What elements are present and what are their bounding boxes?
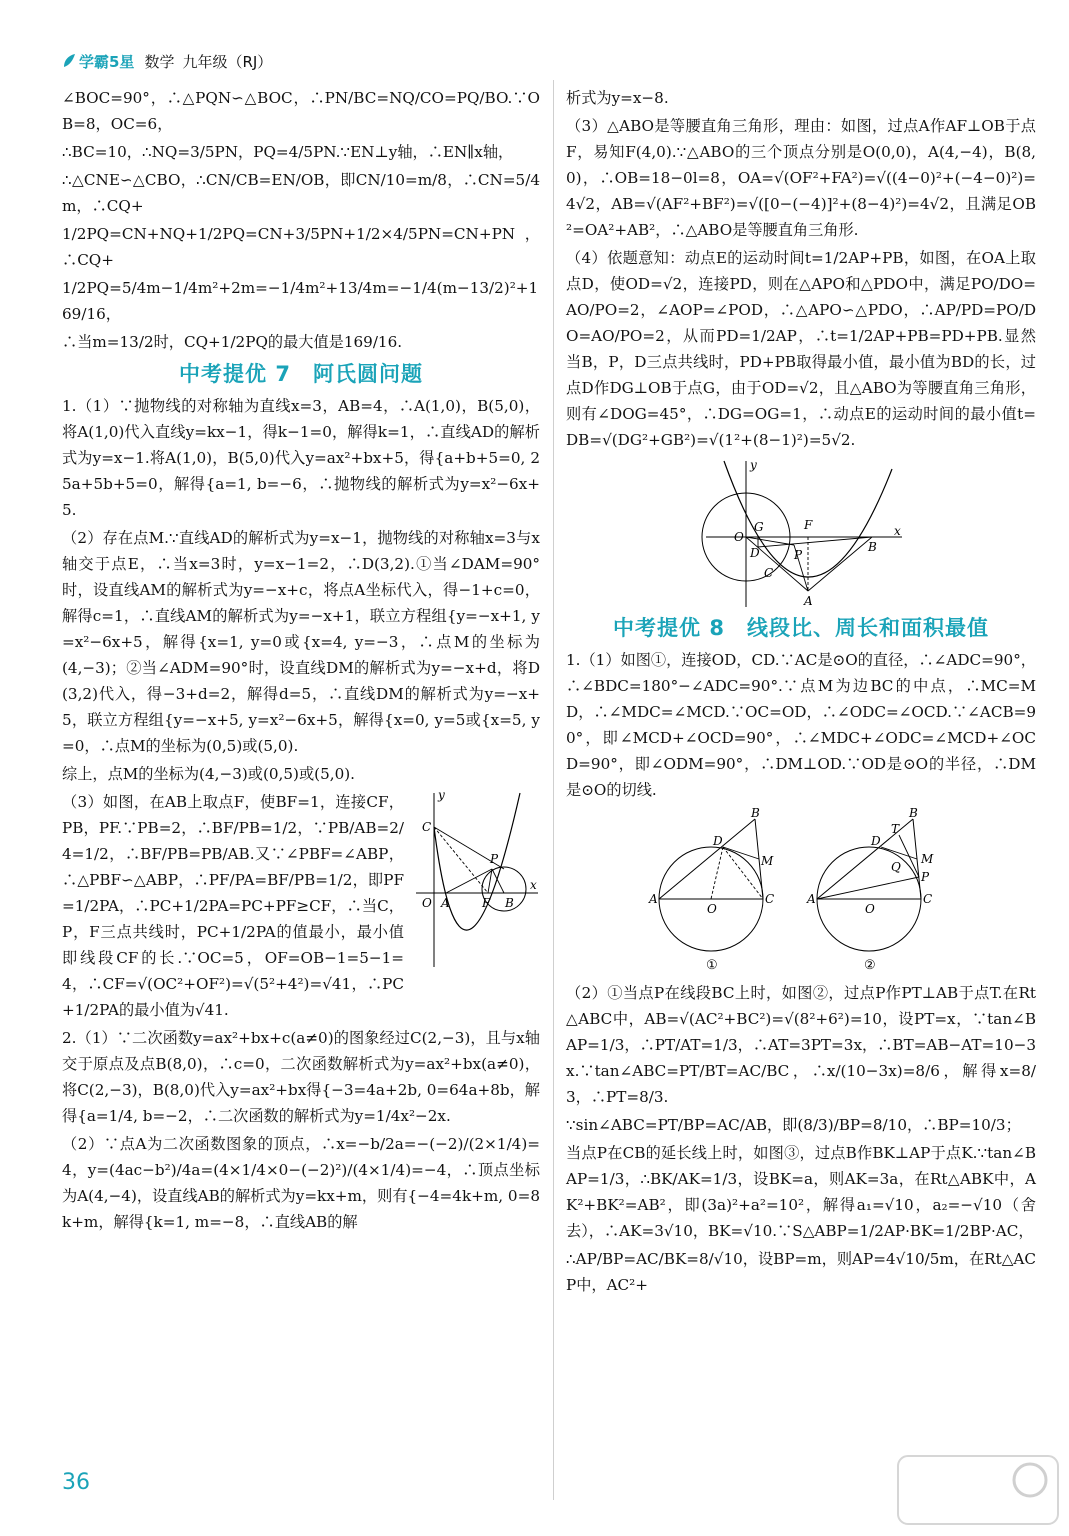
- text-line: ∴△CNE∽△CBO，∴CN/CB=EN/OB，即CN/10=m/8，∴CN=5/4m，∴CQ+: [62, 171, 540, 215]
- watermark-logo: [890, 1450, 1065, 1530]
- section-title-7: 中考提优 7 阿氏圆问题: [179, 362, 423, 386]
- solution-paragraph: 1.（1）∵抛物线的对称轴为直线x=3，AB=4，∴A(1,0)，B(5,0)，将A(1,0)代入直线y=kx−1，得k−1=0，解得k=1，∴直线AD的解析式为y=x−1.将A(1,0)，B(5,0)代入y=ax²+bx+5，得{a+b+5=0, 25a+5b+5=0，解得{a=1, b=−6，∴抛物线的解析式为y=x²−6x+5.: [62, 397, 540, 519]
- parabola-circle-figure: [412, 789, 540, 977]
- point-label-a: A: [804, 594, 813, 608]
- point-label-d: D: [713, 834, 723, 848]
- axis-label-y: y: [438, 788, 445, 802]
- figure-caption-2: ②: [864, 958, 876, 973]
- point-label-o: O: [865, 902, 875, 916]
- point-label-m: M: [921, 852, 934, 866]
- subject-label: 数学: [144, 52, 175, 71]
- brand-logo: [62, 51, 134, 72]
- solution-paragraph: （2）存在点M.∵直线AD的解析式为y=x−1，抛物线的对称轴x=3与x轴交于点E，∴当x=3时，y=x−1=2，∴D(3,2).①当∠DAM=90°时，设直线AM的解析式为y=−x+c，将点A坐标代入，得−1+c=0，解得c=1，∴直线AM的解析式为y=−x+1，联立方程组{y=−x+1, y=x²−6x+5，解得{x=1, y=0或{x=4, y=−3，∴点M的坐标为(4,−3)；②当∠ADM=90°时，设直线DM的解析式为y=−x+d，将D(3,2)代入，得−3+d=2，解得d=5，∴直线DM的解析式为y=−x+5，联立方程组{y=−x+5, y=x²−6x+5，解得{x=0, y=5或{x=5, y=0，∴点M的坐标为(0,5)或(5,0).: [62, 529, 540, 755]
- text-line: 1/2PQ=5/4m−1/4m²+2m=−1/4m²+13/4m=−1/4(m−13/2)²+169/16，: [62, 279, 539, 323]
- point-label-b: B: [868, 540, 877, 554]
- coordinate-circle-figure: [566, 459, 1036, 609]
- point-label-o: O: [734, 530, 744, 544]
- page-number: 36: [62, 1470, 90, 1495]
- point-label-c: C: [764, 566, 774, 580]
- point-label-m: M: [761, 854, 774, 868]
- solution-paragraph: 综上，点M的坐标为(4,−3)或(0,5)或(5,0).: [62, 765, 355, 783]
- point-label-d: D: [871, 834, 881, 848]
- point-label-o: O: [707, 902, 717, 916]
- point-label-q: Q: [891, 860, 901, 874]
- text-line: ∴当m=13/2时，CQ+1/2PQ的最大值是169/16.: [62, 333, 403, 351]
- point-label-b: B: [909, 806, 918, 820]
- text-line: ∠BOC=90°，∴△PQN∽△BOC，∴PN/BC=NQ/CO=PQ/BO.∵OB=8，OC=6，: [62, 89, 540, 133]
- point-label-a: A: [441, 896, 450, 910]
- solution-paragraph: （2）①当点P在线段BC上时，如图②，过点P作PT⊥AB于点T.在Rt△ABC中，AB=√(AC²+BC²)=√(8²+6²)=10，设PT=x，∵tan∠BAP=1/3，∴PT/AT=1/3，∴AT=3PT=3x，∴BT=AB−AT=10−3x.∵tan∠ABC=PT/BT=AC/BC，∴x/(10−3x)=8/6，解得x=8/3，∴PT=8/3.: [566, 984, 1036, 1106]
- circle-figures-row: [566, 806, 1036, 974]
- solution-paragraph: （2）∵点A为二次函数图象的顶点，∴x=−b/2a=−(−2)/(2×1/4)=4，y=(4ac−b²)/4a=(4×1/4×0−(−2)²)/(4×1/4)=−4，∴顶点坐标为A(4,−4)，设直线AB的解析式为y=kx+m，则有{−4=4k+m, 0=8k+m，解得{k=1, m=−8，∴直线AB的解: [62, 1135, 540, 1231]
- point-label-a: A: [649, 892, 658, 906]
- solution-paragraph: 2.（1）∵二次函数y=ax²+bx+c(a≠0)的图象经过C(2,−3)，且与x轴交于原点及点B(8,0)，∴c=0，二次函数解析式为y=ax²+bx(a≠0)，将C(2,−3)，B(8,0)代入y=ax²+bx得{−3=4a+2b, 0=64a+8b，解得{a=1/4, b=−2，∴二次函数的解析式为y=1/4x²−2x.: [62, 1029, 540, 1125]
- solution-paragraph: 当点P在CB的延长线上时，如图③，过点B作BK⊥AP于点K.∵tan∠BAP=1/3，∴BK/AK=1/3，设BK=a，则AK=3a，在Rt△ABK中，AK²+BK²=AB²，即(3a)²+a²=10²，解得a₁=√10，a₂=−√10（舍去），∴AK=3√10，BK=√10.∵S△ABP=1/2AP·BK=1/2BP·AC，: [566, 1144, 1036, 1240]
- solution-paragraph: （3）如图，在AB上取点F，使BF=1，连接CF，PB，PF.∵PB=2，∴BF/PB=1/2，∵PB/AB=2/4=1/2，∴BF/PB=PB/AB.又∵∠PBF=∠ABP，∴△PBF∽△ABP，∴PF/PA=BF/PB=1/2，即PF=1/2PA，∴PC+1/2PA=PC+PF≥CF，∴当C，P，F三点共线时，PC+1/2PA的值最小，最小值即线段CF的长.∵OC=5，OF=OB−1=5−1=4，∴CF=√(OC²+OF²)=√(5²+4²)=√41，∴PC+1/2PA的最小值为√41.: [62, 793, 404, 1019]
- column-divider: [553, 80, 554, 1500]
- point-label-b: B: [505, 896, 514, 910]
- brand-name: 学霸5星: [79, 52, 135, 71]
- point-label-f: F: [482, 896, 491, 910]
- right-column: [566, 85, 1036, 1300]
- page-header: [62, 50, 272, 72]
- point-label-g: G: [754, 520, 764, 534]
- text-line: ∴BC=10，∴NQ=3/5PN，PQ=4/5PN.∵EN⊥y轴，∴EN∥x轴，: [62, 143, 514, 161]
- solution-paragraph: （4）依题意知：动点E的运动时间t=1/2AP+PB，如图，在OA上取点D，使OD=√2，连接PD，则在△APO和△PDO中，满足PO/DO=AO/PO=2，∠AOP=∠POD，∴△APO∽△PDO，∴AP/PD=PO/DO=AO/PO=2，从而PD=1/2AP，∴t=1/2AP+PB=PD+PB.显然当B，P，D三点共线时，PD+PB取得最小值，最小值为BD的长，过点D作DG⊥OB于点G，由于OD=√2，且△ABO为等腰直角三角形，则有∠DOG=45°，∴DG=OG=1，∴动点E的运动时间的最小值t=DB=√(DG²+GB²)=√(1²+(8−1)²)=5√2.: [566, 249, 1036, 449]
- grade-label: 九年级（RJ）: [182, 52, 273, 71]
- point-label-c: C: [923, 892, 933, 906]
- point-label-c: C: [422, 820, 432, 834]
- point-label-f: F: [804, 518, 813, 532]
- solution-paragraph: ∵sin∠ABC=PT/BP=AC/AB，即(8/3)/BP=8/10，∴BP=10/3；: [566, 1116, 1021, 1134]
- point-label-d: D: [750, 546, 760, 560]
- point-label-p: P: [490, 852, 499, 866]
- section-title-8: 中考提优 8 线段比、周长和面积最值: [613, 616, 989, 640]
- point-label-b: B: [751, 806, 760, 820]
- solution-paragraph: （3）△ABO是等腰直角三角形，理由：如图，过点A作AF⊥OB于点F，易知F(4,0).∵△ABO的三个顶点分别是O(0,0)，A(4,−4)，B(8,0)，∴OB=18−0l=8，OA=√(OF²+FA²)=√((4−0)²+(−4−0)²)=4√2，AB=√(AF²+BF²)=√([0−(−4)]²+(8−4)²)=4√2，且满足OB²=OA²+AB²，∴△ABO是等腰直角三角形.: [566, 117, 1036, 239]
- solution-paragraph: ∴AP/BP=AC/BK=8/√10，设BP=m，则AP=4√10/5m，在Rt△ACP中，AC²+: [566, 1250, 1036, 1294]
- solution-paragraph: 1.（1）如图①，连接OD，CD.∵AC是⊙O的直径，∴∠ADC=90°，∴∠BDC=180°−∠ADC=90°.∵点M为边BC的中点，∴MC=MD，∴∠MDC=∠MCD.∵OC=OD，∴∠ODC=∠OCD.∵∠ACB=90°，即∠MCD+∠OCD=90°，∴∠MDC+∠ODC=∠MCD+∠OCD=90°，即∠ODM=90°，∴DM⊥OD.∵OD是⊙O的半径，∴DM是⊙O的切线.: [566, 651, 1036, 799]
- figure-caption-1: ①: [706, 958, 718, 973]
- left-column: [62, 85, 540, 1237]
- text-line: 1/2PQ=CN+NQ+1/2PQ=CN+3/5PN+1/2×4/5PN=CN+PN，∴CQ+: [62, 225, 540, 269]
- point-label-p: P: [921, 870, 930, 884]
- point-label-c: C: [765, 892, 775, 906]
- point-label-o: O: [422, 896, 432, 910]
- point-label-t: T: [891, 822, 900, 836]
- text-line: 析式为y=x−8.: [566, 89, 669, 107]
- axis-label-y: y: [750, 458, 757, 472]
- axis-label-x: x: [894, 524, 901, 538]
- leaf-icon: [62, 53, 76, 69]
- point-label-a: A: [807, 892, 816, 906]
- axis-label-x: x: [530, 878, 537, 892]
- point-label-p: P: [794, 548, 803, 562]
